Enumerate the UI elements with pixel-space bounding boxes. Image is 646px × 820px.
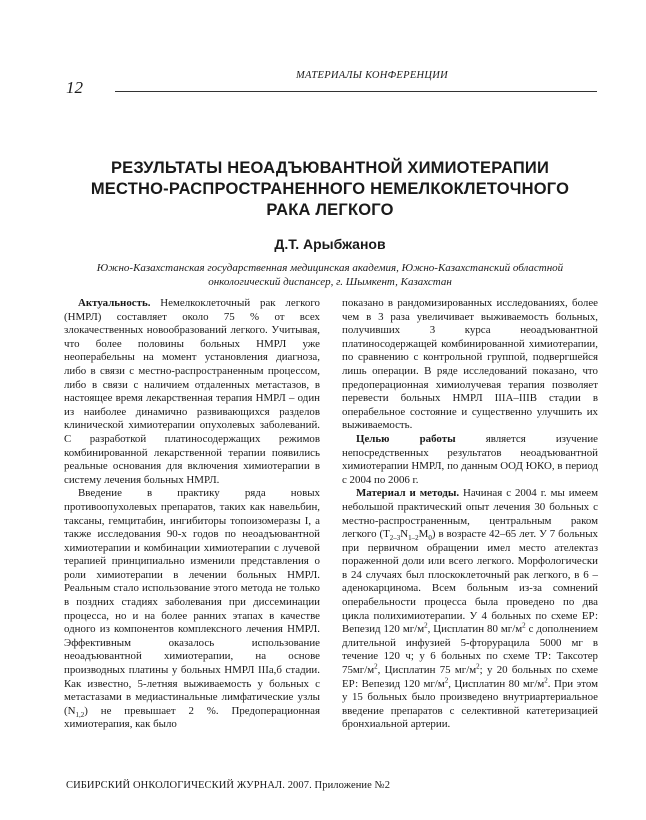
author-name: Д.Т. Арыбжанов xyxy=(274,236,386,252)
title-line: МЕСТНО-РАСПРОСТРАНЕННОГО НЕМЕЛКОКЛЕТОЧНОГО xyxy=(90,180,570,198)
paragraph-text: M xyxy=(418,528,429,541)
paragraph-text: Начиная с 2004 г. мы имеем небольшой практический опыт лечения 30 больных с местно-распространенным, центральным раком легкого (T xyxy=(342,487,599,541)
superscript: 2 xyxy=(544,676,548,684)
paragraph-introduction xyxy=(64,487,320,732)
paragraph-aim xyxy=(342,433,598,487)
article-title xyxy=(60,158,600,221)
paragraph-text: с дополнением длительной инфузией 5-фторурацила 5000 мг в течение 120 ч; у 6 больных по схеме ТР: Таксотер 75мг/м xyxy=(342,623,598,677)
section-heading-methods: Материал и методы. xyxy=(356,487,460,500)
paragraph-text: ) не превышает 2 %. Предоперационная химиотерапия, как было xyxy=(64,704,320,731)
paragraph-relevance xyxy=(64,297,320,487)
superscript: 2 xyxy=(476,662,480,671)
title-line: РЕЗУЛЬТАТЫ НЕОАДЪЮВАНТНОЙ ХИМИОТЕРАПИИ xyxy=(110,159,550,177)
paragraph-text: Немелкоклеточный рак легкого (НМРЛ) составляет около 75 % от всех злокачественных новообразований легкого. Учитывая, что более половины больных НМРЛ уже неоперабельны на момент установления диагноза, либо в связи с местно-распространенным процессом, либо в связи с наличием отдаленных метастазов, в настоящее время лекарственная терапия НМРЛ – один из наиболее динамично развивающихся разделов клинической химиотерапии опухолевых заболеваний. С разработкой платиносодержащих режимов комбинированной лекарственной терапии появились реальные основания для включения химиотерапии в систему лечения больных НМРЛ. xyxy=(64,297,320,486)
superscript: 2 xyxy=(424,621,428,630)
paragraph-continuation: показано в рандомизированных исследованиях, более чем в 3 раза увеличивает выживаемость больных, получивших 3 курса неоадъювантной платиносодержащей комбинированной химиотерапии, по сравнению с контрольной группой, подвергшейся лишь операции. В ряде исследований показано, что предоперационная химиолучевая терапия позволяет перевести больных НМРЛ IIIA–IIIB стадии в операбельное состояние и существенно улучшить их выживаемость. xyxy=(342,297,598,432)
affiliation: Южно-Казахстанская государственная медицинская академия, Южно-Казахстанский областной онкологический диспансер, г. Шымкент, Казахстан xyxy=(96,262,564,288)
subscript: 0 xyxy=(428,534,432,543)
paragraph-text: является изучение непосредственных результатов неоадъювантной химиотерапии НМРЛ, по данным ООД ЮКО, в период с 2004 по 2006 г. xyxy=(342,432,598,486)
section-heading-aim: Целью работы xyxy=(356,432,456,445)
paragraph-text: Введение в практику ряда новых противоопухолевых препаратов, таких как навельбин, таксаны, гемцитабин, ингибиторы топоизомеразы I, а также исследования 90-х годов по неоадъювантной химиотерапии и комбинации химиотерапии с лучевой терапией принципиально изменили представления о роли химиотерапии в лечении больных НМРЛ. Реальным стало использование этого метода не только в поздних стадиях заболевания при диссеминации процесса, но и на более ранних этапах в качестве одного из компонентов комплексного лечения НМРЛ. Эффективным оказалось использование неоадъювантной химиотерапии, на основе производных платины у больных НМРЛ IIIa,б стадии. Как известно, 5-летняя выживаемость у больных с метастазами в медиастинальные лимфатические узлы (N xyxy=(64,487,320,717)
subscript: 1,2 xyxy=(75,710,85,719)
superscript: 2 xyxy=(374,662,378,671)
paragraph-text: ; у 20 больных по схеме ЕР: Вепезид 120 мг/м xyxy=(342,664,598,690)
journal-footer: СИБИРСКИЙ ОНКОЛОГИЧЕСКИЙ ЖУРНАЛ. 2007. Приложение №2 xyxy=(66,780,391,791)
paragraph-text: ) в возрасте 42–65 лет. У 7 больных при первичном обращении имел место ателектаз пораженной доли или всего легкого. Морфологически в 24 случаях был плоскоклеточный рак легкого, в 6 – аденокарцинома. Всем больным из-за сомнений операбельности процесса была проведено по два цикла полихимиотерапии. У 4 больных по схеме ЕР: Вепезид 120 мг/м xyxy=(342,528,598,636)
superscript: 2 xyxy=(522,621,526,630)
left-column xyxy=(64,297,320,732)
paragraph-text: , Цисплатин 75 мг/м xyxy=(377,664,477,677)
paragraph-methods xyxy=(342,487,598,732)
paragraph-text: N xyxy=(400,528,409,541)
running-title: МАТЕРИАЛЫ КОНФЕРЕНЦИИ xyxy=(296,70,449,81)
paragraph-text: , Цисплатин 80 мг/м xyxy=(448,677,545,690)
superscript: 2 xyxy=(444,676,449,684)
title-line: РАКА ЛЕГКОГО xyxy=(266,201,394,219)
running-header xyxy=(0,70,646,110)
page-number: 12 xyxy=(66,78,83,97)
right-column xyxy=(342,297,598,732)
section-heading-relevance: Актуальность. xyxy=(78,297,151,309)
paragraph-text: . При этом у 15 больных было произведено внутриартериальное введение препаратов с селективной катетеризацией бронхиальной артерии. xyxy=(342,677,598,731)
paragraph-text: , Цисплатин 80 мг/м xyxy=(427,623,523,636)
header-rule xyxy=(115,91,597,92)
subscript: 1–2 xyxy=(408,534,419,543)
subscript: 2–3 xyxy=(389,534,401,543)
